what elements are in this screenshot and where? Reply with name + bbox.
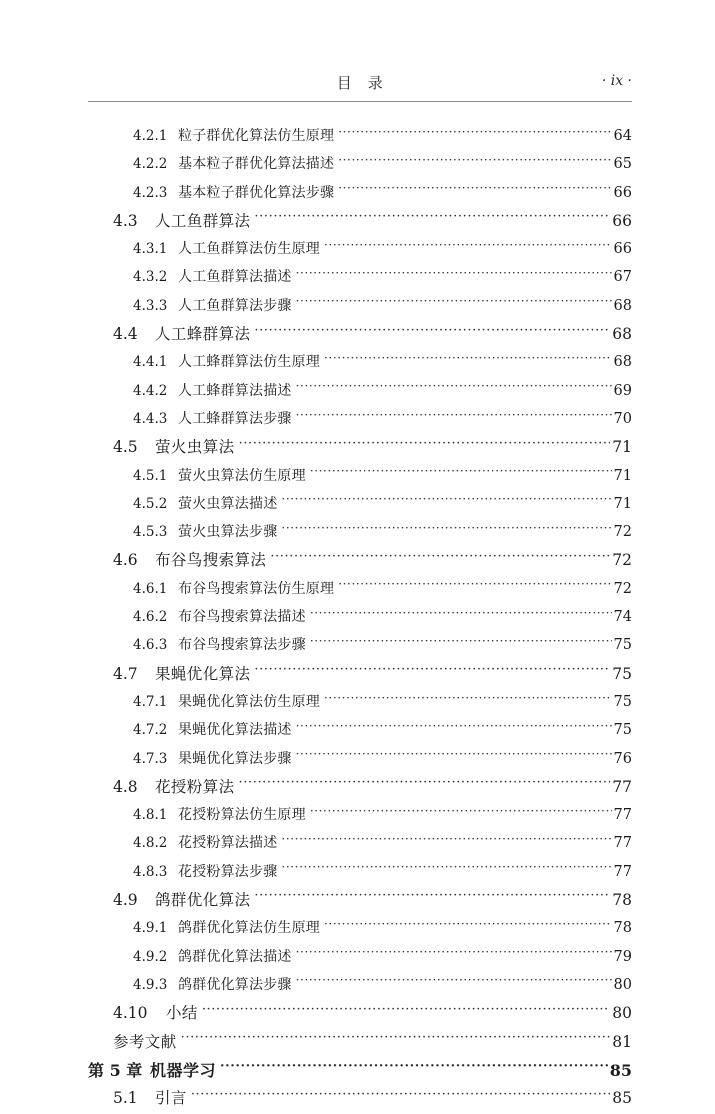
toc-entry-number: 4.5 [113,438,138,457]
toc-entry-page-number: 85 [612,1089,632,1108]
toc-entry-label: 布谷鸟搜索算法仿生原理 [178,580,335,597]
toc-entry-label: 基本粒子群优化算法描述 [178,156,335,173]
toc-entry-number: 4.9.3 [133,976,168,993]
toc-entry-number: 4.9.2 [133,948,168,965]
toc-entry-page-number: 76 [613,750,632,767]
toc-entry-label: 花授粉算法步骤 [178,863,278,880]
toc-entry-label: 人工鱼群算法 [155,211,251,230]
toc-entry-page-number: 77 [612,777,632,796]
toc-leader-dots [202,1002,610,1018]
toc-entry-page-number: 68 [613,354,632,371]
toc-entry-label: 花授粉算法 [155,777,235,796]
toc-entry[interactable] [88,1001,632,1029]
toc-entry[interactable] [88,973,632,1001]
toc-leader-dots [296,294,612,310]
folio-page-number: · ix · [601,73,632,89]
toc-leader-dots [296,379,612,395]
toc-entry[interactable] [88,577,632,605]
toc-entry-number: 4.8.3 [133,863,168,880]
toc-entry[interactable] [88,803,632,831]
toc-entry[interactable] [88,860,632,888]
toc-entry-label: 萤火虫算法描述 [178,495,278,512]
toc-leader-dots [254,663,610,679]
toc-entry-label: 果蝇优化算法 [155,664,251,683]
toc-entry-page-number: 80 [613,976,632,993]
toc-leader-dots [296,265,612,281]
header-divider [88,101,632,102]
toc-entry-page-number: 66 [613,241,632,258]
toc-entry-label: 果蝇优化算法步骤 [178,750,292,767]
toc-entry-label: 基本粒子群优化算法步骤 [178,184,335,201]
toc-entry[interactable] [88,237,632,265]
toc-leader-dots [281,831,611,847]
toc-entry[interactable] [88,492,632,520]
toc-leader-dots [296,407,612,423]
toc-entry-page-number: 85 [609,1060,632,1080]
toc-entry-page-number: 65 [613,156,632,173]
toc-entry-page-number: 74 [613,609,632,626]
toc-entry-number: 4.6.1 [133,580,168,597]
toc-entry[interactable] [88,350,632,378]
toc-entry-number: 4.7.1 [133,693,168,710]
toc-entry-label: 果蝇优化算法仿生原理 [178,693,320,710]
toc-entry[interactable] [88,662,632,690]
toc-entry-page-number: 75 [613,722,632,739]
toc-entry-number: 4.3.1 [133,241,168,258]
toc-entry-label: 人工蜂群算法 [155,325,251,344]
toc-entry-label: 鸽群优化算法步骤 [178,976,292,993]
toc-leader-dots [296,945,612,961]
toc-entry-label: 机器学习 [150,1060,217,1080]
toc-entry-number: 第 5 章 [88,1060,143,1080]
toc-entry-number: 4.3.3 [133,297,168,314]
toc-entry-number: 4.2.1 [133,128,168,144]
toc-entry-number: 4.9.1 [133,920,168,937]
toc-entry-number: 4.7 [113,664,138,683]
toc-leader-dots [324,350,612,366]
toc-leader-dots [254,210,610,226]
toc-entry-page-number: 78 [613,920,632,937]
toc-entry[interactable] [88,775,632,803]
toc-entry-label: 萤火虫算法步骤 [178,524,278,541]
toc-entry-label: 引言 [155,1089,187,1108]
toc-leader-dots [296,747,612,763]
toc-leader-dots [239,776,611,792]
toc-entry-page-number: 72 [612,551,632,570]
toc-entry[interactable] [88,152,632,180]
toc-entry-number: 4.4.1 [133,354,168,371]
toc-entry-number: 5.1 [113,1089,138,1108]
toc-entry[interactable] [88,379,632,407]
toc-entry[interactable] [88,747,632,775]
toc-entry-label: 花授粉算法描述 [178,835,278,852]
toc-entry-label: 花授粉算法仿生原理 [178,807,306,824]
toc-entry-page-number: 78 [612,891,632,910]
toc-leader-dots [296,718,612,734]
toc-entry-page-number: 70 [613,410,632,427]
toc-leader-dots [310,633,612,649]
toc-leader-dots [270,549,610,565]
toc-leader-dots [338,152,611,168]
toc-entry-page-number: 72 [613,580,632,597]
toc-entry-page-number: 67 [613,269,632,286]
toc-entry-label: 果蝇优化算法描述 [178,722,292,739]
toc-entry-page-number: 72 [613,524,632,541]
toc-entry-number: 4.9 [113,891,138,910]
toc-entry[interactable] [88,209,632,237]
toc-entry-label: 萤火虫算法 [155,438,235,457]
toc-entry-number: 4.4.3 [133,410,168,427]
toc-entry-label: 人工蜂群算法描述 [178,382,292,399]
toc-entry-page-number: 79 [613,948,632,965]
toc-leader-dots [324,237,612,253]
toc-leader-dots [254,889,610,905]
toc-leader-dots [191,1087,610,1103]
toc-entry-page-number: 64 [613,128,632,144]
toc-entry-number: 4.5.1 [133,467,168,484]
toc-entry[interactable] [88,407,632,435]
toc-entry[interactable] [88,633,632,661]
toc-entry-label: 鸽群优化算法仿生原理 [178,920,320,937]
toc-entry-label: 人工鱼群算法步骤 [178,297,292,314]
toc-entry[interactable] [88,181,632,209]
toc-leader-dots [254,323,610,339]
toc-entry[interactable] [88,916,632,944]
toc-entry-label: 布谷鸟搜索算法 [155,551,267,570]
toc-entry-number: 4.2.2 [133,156,168,173]
toc-leader-dots [310,605,612,621]
toc-leader-dots [181,1031,611,1047]
toc-list [88,124,632,1114]
toc-entry[interactable] [88,1058,632,1086]
toc-entry[interactable] [88,124,632,152]
toc-entry[interactable] [88,265,632,293]
toc-entry-number: 4.3.2 [133,269,168,286]
toc-entry-page-number: 66 [612,211,632,230]
toc-entry-number: 4.8 [113,777,138,796]
toc-entry-number: 4.4 [113,325,138,344]
toc-leader-dots [310,464,612,480]
toc-leader-dots [338,181,611,197]
toc-entry-page-number: 69 [613,382,632,399]
toc-entry-page-number: 66 [613,184,632,201]
running-head [88,72,632,102]
toc-entry-label: 小结 [166,1004,198,1023]
toc-leader-dots [310,803,612,819]
toc-entry-label: 参考文献 [113,1032,177,1051]
toc-entry-label: 粒子群优化算法仿生原理 [178,128,335,144]
toc-entry-page-number: 68 [612,325,632,344]
toc-entry-page-number: 68 [613,297,632,314]
toc-entry-number: 4.5.2 [133,495,168,512]
toc-entry-label: 鸽群优化算法描述 [178,948,292,965]
toc-entry-page-number: 77 [613,835,632,852]
toc-entry-number: 4.6.2 [133,609,168,626]
toc-entry[interactable] [88,605,632,633]
toc-entry-label: 布谷鸟搜索算法步骤 [178,637,306,654]
toc-entry-label: 人工鱼群算法描述 [178,269,292,286]
toc-leader-dots [281,860,611,876]
toc-entry-number: 4.3 [113,211,138,230]
toc-entry-label: 鸽群优化算法 [155,891,251,910]
toc-entry-number: 4.6 [113,551,138,570]
toc-entry-label: 人工蜂群算法仿生原理 [178,354,320,371]
toc-entry-page-number: 81 [612,1032,632,1051]
toc-entry-number: 4.7.3 [133,750,168,767]
toc-entry-label: 人工鱼群算法仿生原理 [178,241,320,258]
toc-entry[interactable] [88,322,632,350]
page-title: 目 录 [336,74,384,92]
toc-entry-number: 4.5.3 [133,524,168,541]
toc-entry-page-number: 75 [613,637,632,654]
toc-leader-dots [338,124,611,140]
toc-entry-page-number: 75 [613,693,632,710]
toc-leader-dots [281,520,611,536]
toc-leader-dots [338,577,611,593]
toc-entry-page-number: 80 [612,1004,632,1023]
toc-entry-number: 4.7.2 [133,722,168,739]
toc-entry-label: 萤火虫算法仿生原理 [178,467,306,484]
toc-entry[interactable] [88,435,632,463]
toc-entry[interactable] [88,718,632,746]
toc-entry[interactable] [88,888,632,916]
toc-entry[interactable] [88,1030,632,1058]
toc-entry-number: 4.8.2 [133,835,168,852]
toc-entry-label: 布谷鸟搜索算法描述 [178,609,306,626]
toc-leader-dots [324,690,612,706]
toc-entry-number: 4.2.3 [133,184,168,201]
toc-entry-number: 4.4.2 [133,382,168,399]
toc-entry[interactable] [88,1086,632,1114]
toc-entry-page-number: 75 [612,664,632,683]
toc-entry[interactable] [88,464,632,492]
toc-leader-dots [324,916,612,932]
toc-leader-dots [296,973,612,989]
toc-entry-label: 人工蜂群算法步骤 [178,410,292,427]
toc-entry-page-number: 77 [613,807,632,824]
toc-entry[interactable] [88,945,632,973]
toc-leader-dots [239,436,611,452]
toc-entry[interactable] [88,520,632,548]
toc-leader-dots [220,1060,608,1076]
toc-entry-page-number: 71 [612,438,632,457]
toc-entry-page-number: 77 [613,863,632,880]
toc-entry[interactable] [88,548,632,576]
toc-leader-dots [281,492,611,508]
toc-entry[interactable] [88,690,632,718]
toc-entry[interactable] [88,294,632,322]
toc-entry-number: 4.10 [113,1004,148,1023]
toc-entry-page-number: 71 [613,495,632,512]
toc-entry-page-number: 71 [613,467,632,484]
toc-entry-number: 4.8.1 [133,807,168,824]
toc-entry[interactable] [88,831,632,859]
toc-entry-number: 4.6.3 [133,637,168,654]
